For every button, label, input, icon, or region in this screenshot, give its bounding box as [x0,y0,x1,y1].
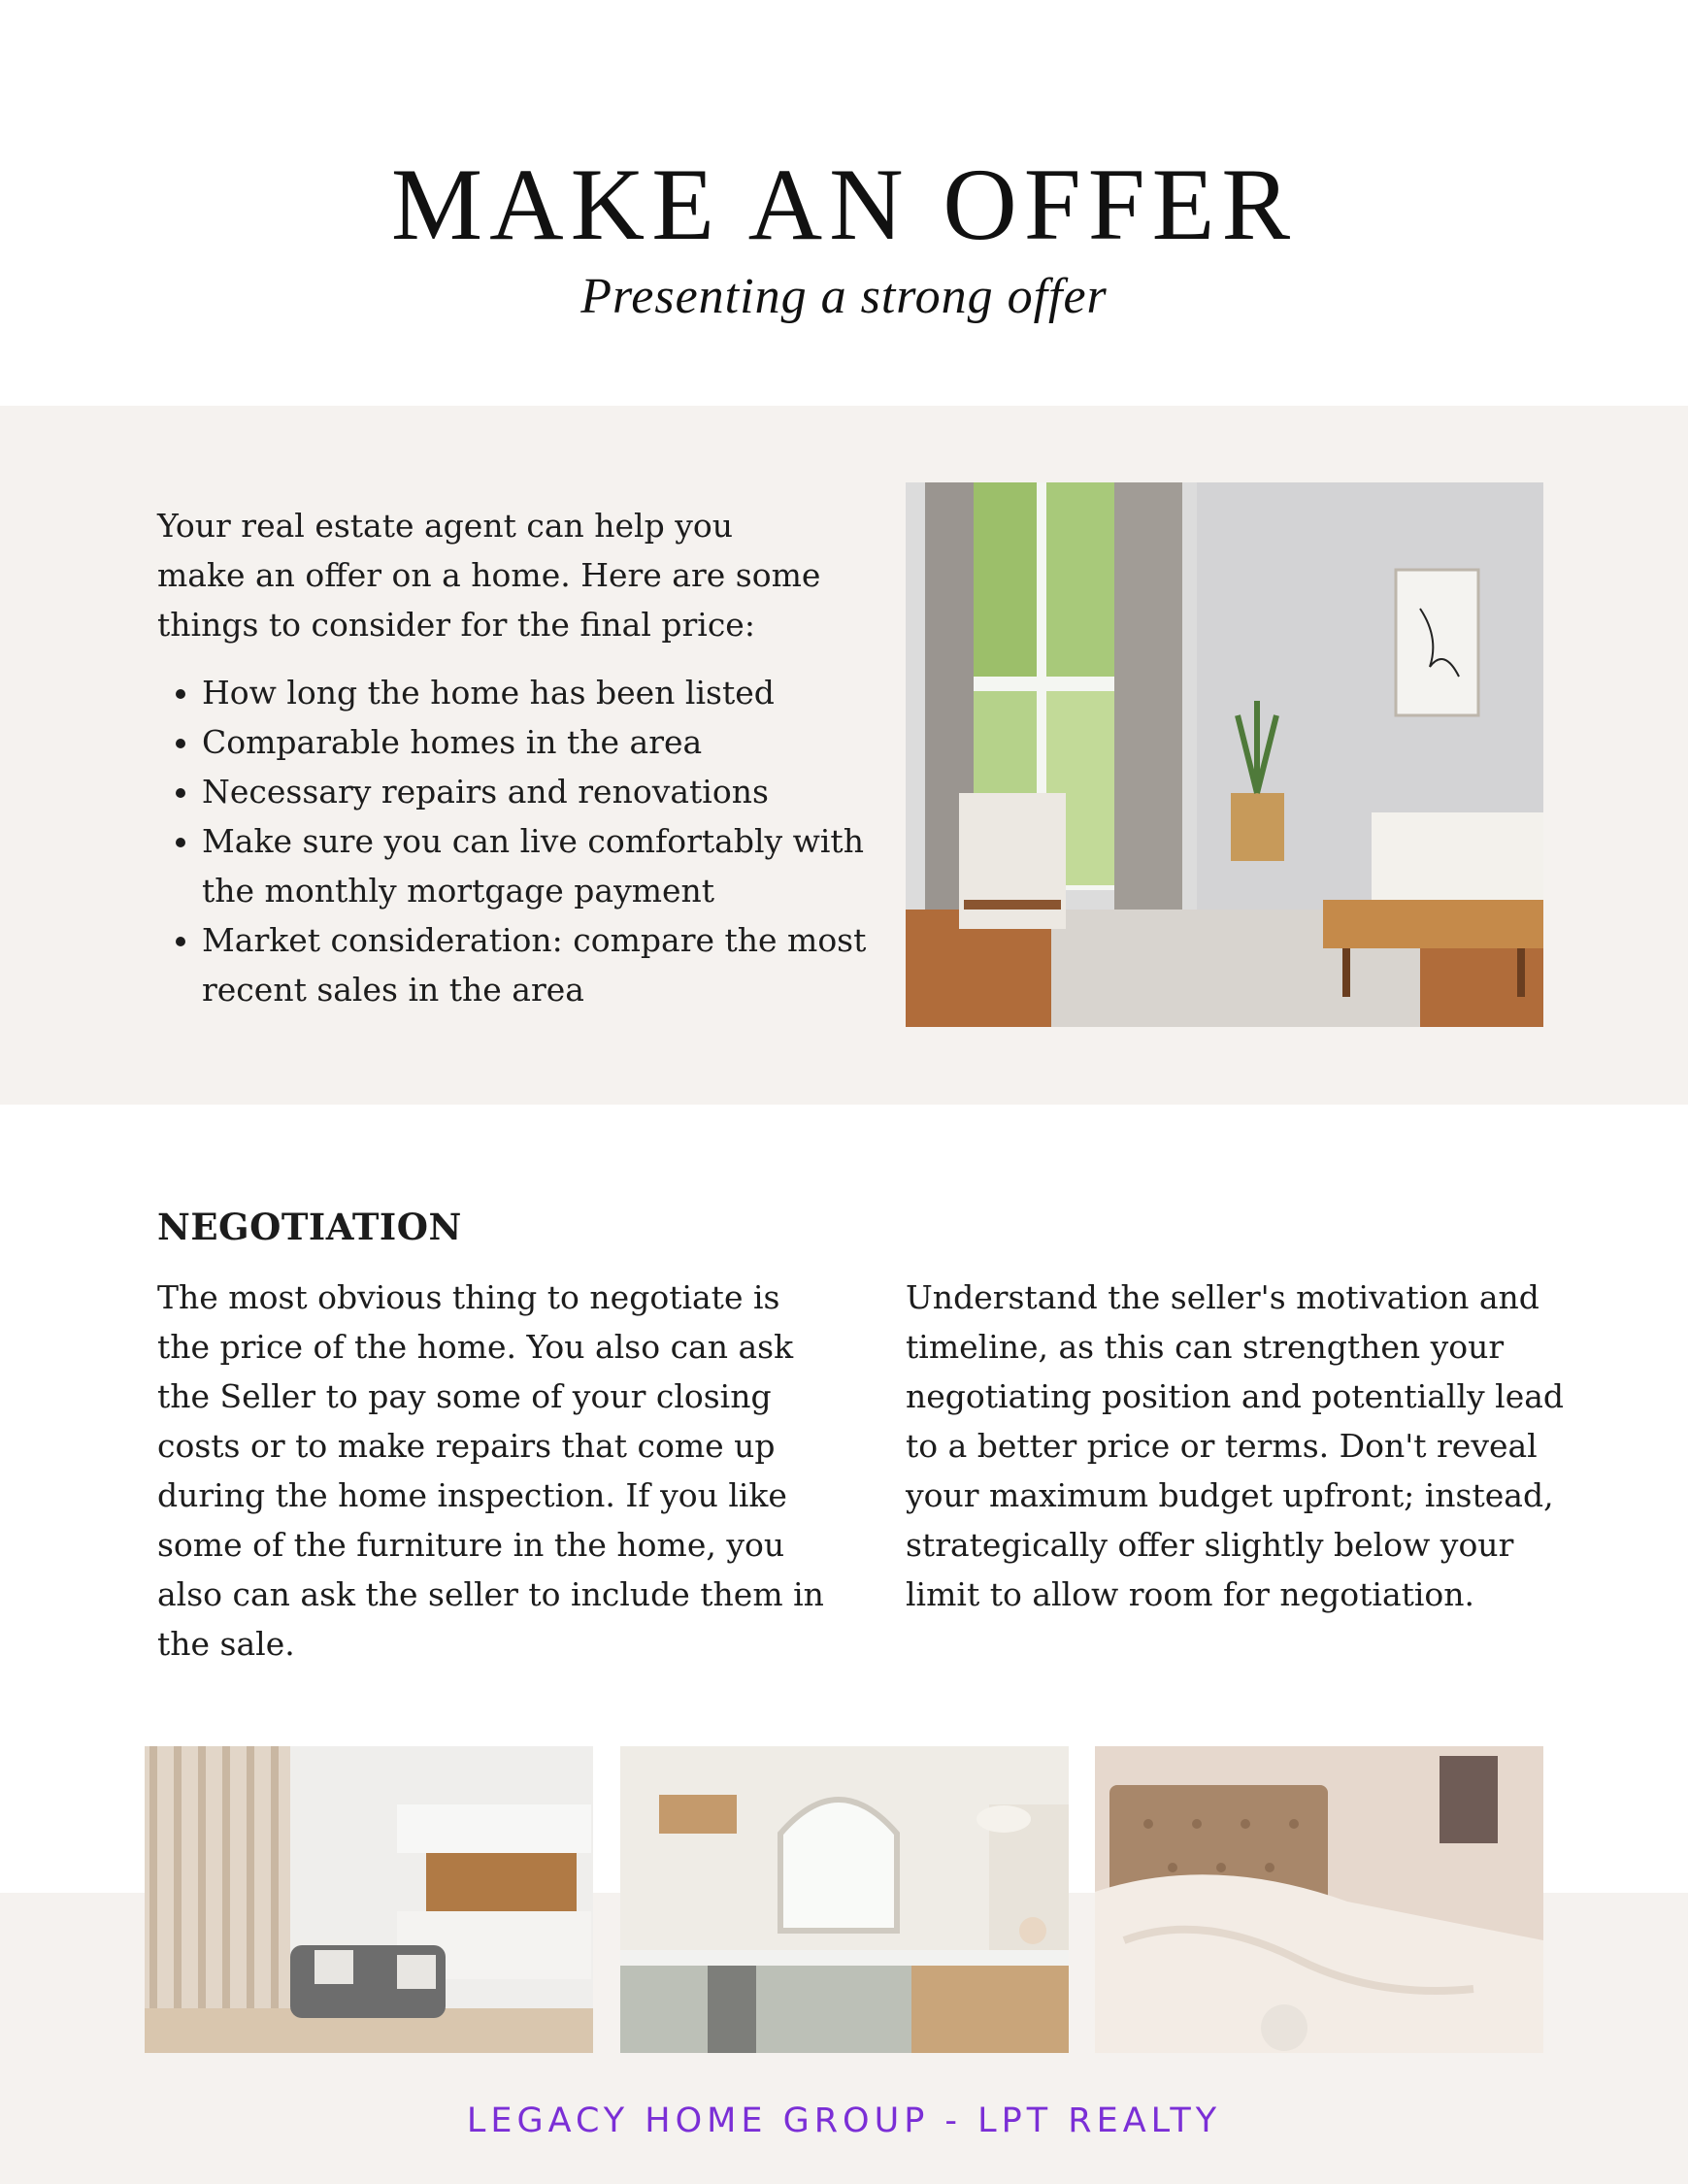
considerations-list [157,668,881,1014]
page-title: MAKE AN OFFER [390,148,1298,261]
kitchen-photo [620,1746,1069,2053]
kitchen-living-photo [145,1746,593,2053]
negotiation-heading: NEGOTIATION [157,1206,462,1248]
list-item: • Necessary repairs and renovations [202,767,881,816]
list-item: • How long the home has been listed [202,668,881,717]
negotiation-text-left: The most obvious thing to negotiate is the price of the home. You also can ask the Seller to pay some of your closing costs or to make repairs that come up during the home inspection. If you like some of the furniture in the home, you also can ask the seller to include them in the sale. [157,1278,824,1663]
negotiation-text-right: Understand the seller's motivation and timeline, as this can strengthen your negotiating position and potentially lead to a better price or terms. Don't reveal your maximum budget upfront; instead, strategically offer slightly below your limit to allow room for negotiation. [906,1278,1565,1613]
bedroom-photo [1095,1746,1543,2053]
page-subtitle: Presenting a strong offer [580,269,1108,324]
list-item: • Market consideration: compare the most recent sales in the area [202,915,881,1014]
list-item: • Comparable homes in the area [202,717,881,767]
brand-footer: LEGACY HOME GROUP - LPT REALTY [466,2101,1222,2140]
living-room-photo [906,482,1543,1027]
list-item: • Make sure you can live comfortably with the monthly mortgage payment [202,816,881,915]
offer-intro-text: Your real estate agent can help you make an offer on a home. Here are some things to consider for the final price: [157,507,821,644]
